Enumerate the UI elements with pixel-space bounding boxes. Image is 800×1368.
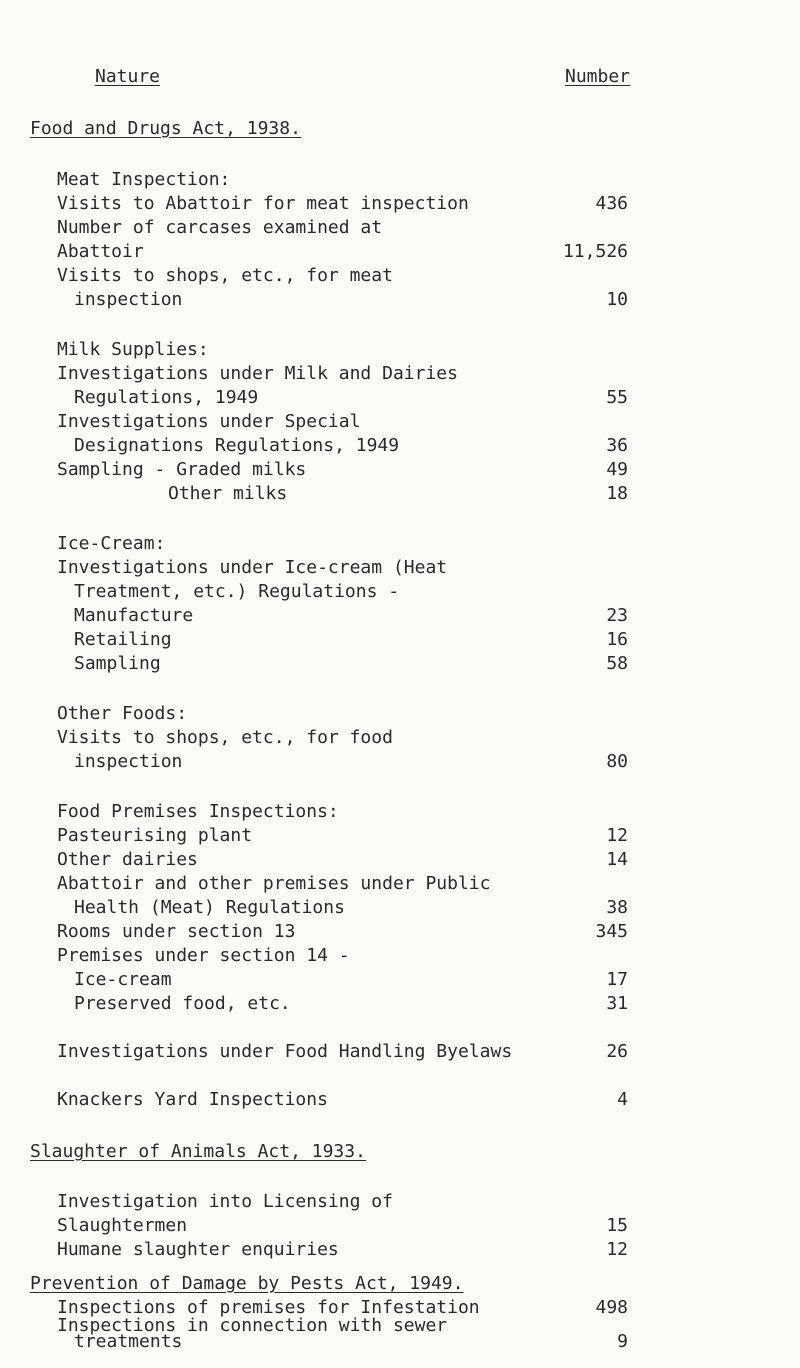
pests-line-1: Inspections of premises for Infestation — [57, 1297, 480, 1318]
premises-line-7: Preserved food, etc. — [74, 993, 291, 1014]
other-value-1: 80 — [606, 751, 628, 772]
byelaws-value: 26 — [606, 1041, 628, 1062]
premises-title: Food Premises Inspections: — [57, 801, 339, 822]
premises-value-6: 17 — [606, 969, 628, 990]
meat-line-1: Visits to Abattoir for meat inspection — [57, 193, 469, 214]
other-line-1b: inspection — [74, 751, 183, 772]
premises-line-6: Ice-cream — [74, 969, 172, 990]
meat-line-3b: inspection — [74, 289, 183, 310]
premises-value-1: 12 — [606, 825, 628, 846]
premises-value-2: 14 — [606, 849, 628, 870]
slaughter-value-1: 15 — [606, 1215, 628, 1236]
milk-value-3: 49 — [606, 459, 628, 480]
ice-value-2: 23 — [606, 605, 628, 626]
slaughter-line-1a: Investigation into Licensing of — [57, 1191, 393, 1212]
milk-value-1: 55 — [606, 387, 628, 408]
premises-line-3a: Abattoir and other premises under Public — [57, 873, 491, 894]
meat-value-2: 11,526 — [562, 241, 628, 262]
meat-line-3a: Visits to shops, etc., for meat — [57, 265, 393, 286]
ice-value-4: 58 — [606, 653, 628, 674]
slaughter-value-2: 12 — [606, 1239, 628, 1260]
knackers-line: Knackers Yard Inspections — [57, 1089, 328, 1110]
premises-line-1: Pasteurising plant — [57, 825, 253, 846]
premises-line-2: Other dairies — [57, 849, 198, 870]
premises-value-7: 31 — [606, 993, 628, 1014]
pests-line-2b: treatments — [74, 1331, 183, 1352]
column-header-nature: Nature — [95, 66, 161, 87]
milk-line-1b: Regulations, 1949 — [74, 387, 259, 408]
ice-line-1b: Treatment, etc.) Regulations - — [74, 581, 400, 602]
column-header-number: Number — [565, 66, 631, 87]
milk-supplies-title: Milk Supplies: — [57, 339, 209, 360]
section-heading-pests: Prevention of Damage by Pests Act, 1949. — [30, 1273, 464, 1294]
milk-line-2b: Designations Regulations, 1949 — [74, 435, 400, 456]
other-line-1a: Visits to shops, etc., for food — [57, 727, 393, 748]
meat-value-1: 436 — [595, 193, 628, 214]
premises-value-4: 345 — [595, 921, 628, 942]
knackers-value: 4 — [617, 1089, 628, 1110]
milk-line-3: Sampling - Graded milks — [57, 459, 307, 480]
premises-line-3b: Health (Meat) Regulations — [74, 897, 345, 918]
pests-value-1: 498 — [595, 1297, 628, 1318]
slaughter-line-1b: Slaughtermen — [57, 1215, 188, 1236]
meat-line-2b: Abattoir — [57, 241, 144, 262]
byelaws-line: Investigations under Food Handling Byelaws — [57, 1041, 513, 1062]
premises-line-4: Rooms under section 13 — [57, 921, 296, 942]
other-foods-title: Other Foods: — [57, 703, 188, 724]
ice-value-3: 16 — [606, 629, 628, 650]
section-heading-slaughter: Slaughter of Animals Act, 1933. — [30, 1141, 366, 1162]
meat-inspection-title: Meat Inspection: — [57, 169, 231, 190]
slaughter-line-2: Humane slaughter enquiries — [57, 1239, 339, 1260]
milk-value-4: 18 — [606, 483, 628, 504]
meat-line-2a: Number of carcases examined at — [57, 217, 383, 238]
pests-line-2a: Inspections in connection with sewer — [57, 1315, 448, 1336]
ice-line-4: Sampling — [74, 653, 161, 674]
milk-line-2a: Investigations under Special — [57, 411, 361, 432]
milk-value-2: 36 — [606, 435, 628, 456]
ice-cream-title: Ice-Cream: — [57, 533, 166, 554]
ice-line-1a: Investigations under Ice-cream (Heat — [57, 557, 448, 578]
pests-value-2: 9 — [617, 1331, 628, 1352]
ice-line-3: Retailing — [74, 629, 172, 650]
section-heading-food-drugs: Food and Drugs Act, 1938. — [30, 118, 301, 139]
milk-line-4: Other milks — [168, 483, 288, 504]
premises-line-5: Premises under section 14 - — [57, 945, 350, 966]
milk-line-1a: Investigations under Milk and Dairies — [57, 363, 458, 384]
meat-value-3: 10 — [606, 289, 628, 310]
ice-line-2: Manufacture — [74, 605, 194, 626]
premises-value-3: 38 — [606, 897, 628, 918]
